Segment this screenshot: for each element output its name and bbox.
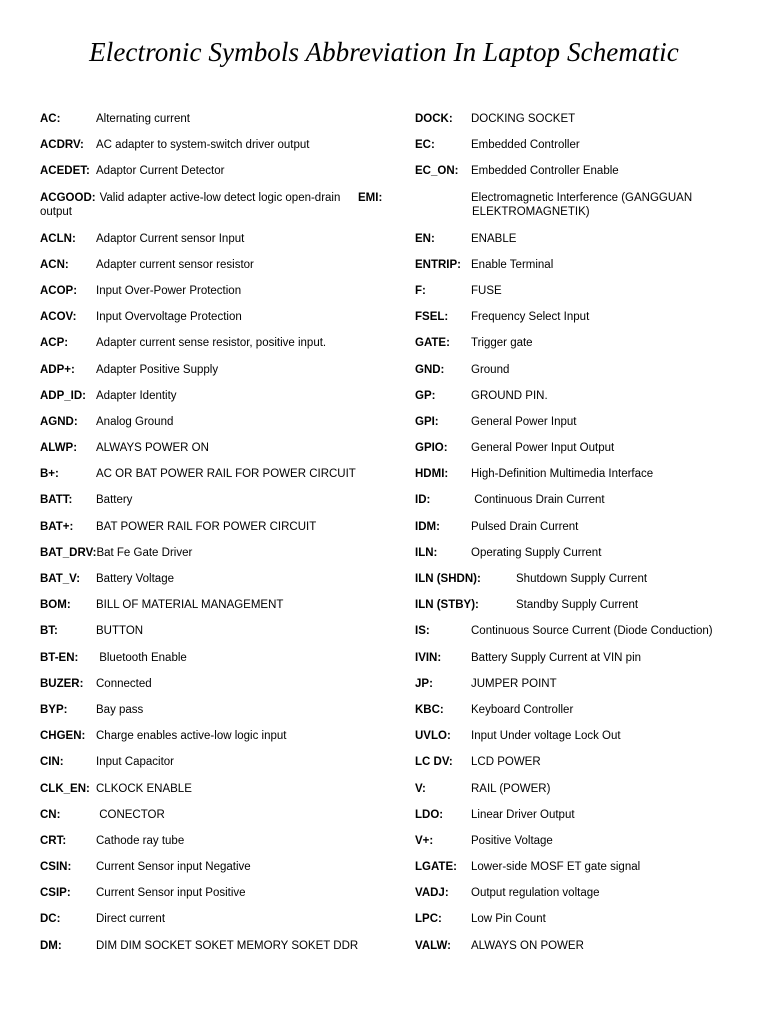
list-item	[415, 441, 720, 467]
list-item	[415, 598, 720, 624]
abbreviation: IVIN:	[415, 651, 442, 664]
abbreviation: BYP:	[40, 703, 68, 716]
abbreviation: ILN (SHDN):	[415, 573, 481, 585]
list-item	[415, 258, 720, 284]
definition: Output regulation voltage	[471, 887, 600, 900]
abbreviation: ID:	[415, 494, 431, 507]
abbreviation: BAT+:	[40, 520, 74, 533]
list-item	[40, 258, 370, 284]
abbreviation: ACP:	[40, 337, 69, 350]
definition: Continuous Source Current (Diode Conduction)	[471, 625, 713, 638]
definition: Continuous Drain Current	[471, 494, 605, 507]
abbreviation: ADP+:	[40, 363, 75, 376]
abbreviation: GND:	[415, 363, 445, 376]
abbreviation: ADP_ID:	[40, 389, 87, 402]
list-item	[40, 782, 370, 808]
definition: Shutdown Supply Current	[516, 573, 648, 585]
abbreviation: F:	[415, 284, 426, 297]
definition: Adapter current sensor resistor	[96, 258, 254, 271]
list-item	[415, 467, 720, 493]
abbreviation: KBC:	[415, 703, 444, 716]
list-item	[415, 546, 720, 572]
list-item	[415, 886, 720, 912]
list-item	[40, 232, 370, 258]
list-item	[415, 755, 720, 781]
definition: DOCKING SOCKET	[471, 113, 576, 125]
definition: ALWAYS ON POWER	[471, 939, 584, 952]
definition: Ground	[471, 363, 510, 376]
list-item	[40, 520, 370, 546]
definition: Operating Supply Current	[471, 546, 602, 559]
list-item	[415, 572, 720, 598]
abbreviation: CSIP:	[40, 887, 71, 900]
list-item	[40, 755, 370, 781]
list-item	[40, 703, 370, 729]
definition: AC OR BAT POWER RAIL FOR POWER CIRCUIT	[96, 468, 356, 481]
list-item	[415, 782, 720, 808]
list-item	[415, 651, 720, 677]
definition: Electromagnetic Interference (GANGGUAN ELEKTROMAGNETIK)	[471, 191, 693, 219]
list-item	[415, 164, 720, 190]
abbreviation: ALWP:	[40, 442, 78, 455]
definition: General Power Input	[471, 415, 577, 428]
definition: Adapter Positive Supply	[96, 363, 219, 376]
abbreviation: CHGEN:	[40, 730, 86, 743]
definition: Linear Driver Output	[471, 808, 575, 821]
list-item	[415, 232, 720, 258]
abbreviation: ENTRIP:	[415, 258, 461, 271]
abbreviation: IDM:	[415, 520, 440, 533]
abbreviation: DC:	[40, 913, 61, 926]
list-item	[40, 467, 370, 493]
abbreviation: ACGOOD:	[40, 191, 96, 204]
abbreviation: LC DV:	[415, 756, 453, 769]
definition: RAIL (POWER)	[471, 782, 551, 795]
list-item	[415, 912, 720, 938]
abbreviation: GATE:	[415, 337, 450, 350]
list-item	[415, 860, 720, 886]
abbreviation: EC_ON:	[415, 165, 459, 178]
definition: Bluetooth Enable	[96, 651, 187, 664]
abbreviation: EC:	[415, 139, 435, 152]
definition: Battery Voltage	[96, 573, 174, 585]
list-item	[415, 112, 720, 138]
list-item	[40, 912, 370, 938]
list-item	[40, 677, 370, 703]
list-item	[40, 546, 370, 572]
abbreviation: ACLN:	[40, 232, 76, 245]
abbreviation: ACDRV:	[40, 139, 84, 152]
definition: GROUND PIN.	[471, 389, 548, 402]
definition: Input Overvoltage Protection	[96, 311, 242, 324]
abbreviation: FSEL:	[415, 311, 449, 324]
list-item	[40, 493, 370, 519]
abbreviation: DM:	[40, 939, 62, 952]
abbreviation: HDMI:	[415, 468, 449, 481]
definition: Alternating current	[96, 113, 190, 125]
definition: BAT POWER RAIL FOR POWER CIRCUIT	[96, 520, 317, 533]
abbreviation: GPIO:	[415, 442, 448, 455]
list-item	[40, 834, 370, 860]
list-item	[40, 138, 370, 164]
list-item	[40, 164, 370, 190]
definition: LCD POWER	[471, 756, 541, 769]
abbreviation: ILN:	[415, 546, 438, 559]
definition: CONECTOR	[96, 808, 165, 821]
definition: Adapter current sense resistor, positive input.	[96, 337, 327, 350]
list-item	[40, 415, 370, 441]
definition: Charge enables active-low logic input	[96, 730, 287, 743]
list-item	[415, 520, 720, 546]
right-column	[358, 112, 720, 965]
abbreviation: VADJ:	[415, 887, 449, 900]
abbreviation: CLK_EN:	[40, 782, 90, 795]
abbreviation: BATT:	[40, 494, 73, 507]
definition: Direct current	[96, 913, 166, 926]
abbreviation: EMI:	[358, 191, 383, 204]
definition: Bat Fe Gate Driver	[96, 546, 193, 559]
definition: Low Pin Count	[471, 913, 546, 926]
definition: Analog Ground	[96, 415, 174, 428]
definition: Input Over-Power Protection	[96, 284, 242, 297]
definition: Adapter Identity	[96, 389, 177, 402]
definition: Input Capacitor	[96, 756, 174, 769]
list-item	[415, 336, 720, 362]
definition: Trigger gate	[471, 337, 533, 350]
left-column	[40, 112, 370, 965]
list-item	[40, 598, 370, 624]
list-item	[40, 572, 370, 598]
list-item	[40, 860, 370, 886]
list-item	[40, 886, 370, 912]
definition: Current Sensor input Negative	[96, 861, 251, 874]
list-item	[415, 363, 720, 389]
list-item	[415, 389, 720, 415]
list-item	[415, 677, 720, 703]
list-item	[40, 310, 370, 336]
list-item	[40, 363, 370, 389]
abbreviation: AC:	[40, 113, 61, 125]
list-item	[40, 651, 370, 677]
definition: ENABLE	[471, 232, 517, 245]
abbreviation: ILN (STBY):	[415, 599, 479, 612]
abbreviation: ACN:	[40, 258, 69, 271]
list-item	[40, 729, 370, 755]
abbreviation: LDO:	[415, 808, 444, 821]
abbreviation: CSIN:	[40, 861, 72, 874]
definition: CLKOCK ENABLE	[96, 782, 192, 795]
abbreviation: UVLO:	[415, 730, 451, 743]
definition: Input Under voltage Lock Out	[471, 730, 621, 743]
definition: BUTTON	[96, 625, 144, 638]
abbreviation: VALW:	[415, 939, 451, 952]
definition: BILL OF MATERIAL MANAGEMENT	[96, 599, 284, 612]
abbreviation: ACOV:	[40, 311, 77, 324]
abbreviation: GPI:	[415, 415, 439, 428]
abbreviation: CIN:	[40, 756, 64, 769]
definition: Adaptor Current sensor Input	[96, 232, 245, 245]
abbreviation: BOM:	[40, 599, 71, 612]
definition: ALWAYS POWER ON	[96, 442, 209, 455]
definition: General Power Input Output	[471, 442, 615, 455]
abbreviation: V+:	[415, 834, 434, 847]
abbreviation: B+:	[40, 468, 59, 481]
abbreviation: LGATE:	[415, 861, 457, 874]
list-item	[415, 415, 720, 441]
abbreviation: CRT:	[40, 834, 67, 847]
abbreviation: ACEDET:	[40, 165, 90, 178]
definition: Embedded Controller	[471, 139, 580, 152]
list-item	[415, 703, 720, 729]
definition: Battery	[96, 494, 133, 507]
abbreviation: BAT_V:	[40, 573, 81, 585]
definition: Bay pass	[96, 703, 144, 716]
abbreviation: CN:	[40, 808, 61, 821]
list-item	[415, 624, 720, 650]
definition: Connected	[96, 677, 152, 690]
abbreviation: DOCK:	[415, 113, 453, 125]
definition: High-Definition Multimedia Interface	[471, 468, 654, 481]
definition: Battery Supply Current at VIN pin	[471, 651, 642, 664]
definition: Keyboard Controller	[471, 703, 574, 716]
definition: Valid adapter active-low detect logic open-drain output	[40, 191, 341, 219]
abbreviation: BAT_DRV:	[40, 546, 97, 559]
list-item	[40, 284, 370, 310]
list-item	[415, 808, 720, 834]
abbreviation: GP:	[415, 389, 436, 402]
definition: DIM DIM SOCKET SOKET MEMORY SOKET DDR	[96, 939, 359, 952]
list-item	[358, 191, 720, 232]
abbreviation: ACOP:	[40, 284, 78, 297]
definition: FUSE	[471, 284, 502, 297]
list-item	[415, 834, 720, 860]
list-item	[415, 284, 720, 310]
definition: Current Sensor input Positive	[96, 887, 246, 900]
list-item	[40, 191, 370, 232]
list-item	[40, 112, 370, 138]
abbreviation: AGND:	[40, 415, 78, 428]
definition: Cathode ray tube	[96, 834, 185, 847]
list-item	[40, 939, 370, 965]
list-item	[415, 939, 720, 965]
abbreviation: LPC:	[415, 913, 442, 926]
definition: Frequency Select Input	[471, 311, 590, 324]
list-item	[40, 808, 370, 834]
list-item	[40, 624, 370, 650]
list-item	[415, 729, 720, 755]
definition: Lower-side MOSF ET gate signal	[471, 861, 641, 874]
list-item	[415, 310, 720, 336]
abbreviation: BUZER:	[40, 677, 84, 690]
definition: Positive Voltage	[471, 834, 553, 847]
definition: Adaptor Current Detector	[96, 165, 225, 178]
list-item	[415, 138, 720, 164]
definition: AC adapter to system-switch driver output	[96, 139, 310, 152]
definition: Embedded Controller Enable	[471, 165, 619, 178]
abbreviation: EN:	[415, 232, 435, 245]
page-title: Electronic Symbols Abbreviation In Laptop Schematic	[89, 37, 679, 67]
list-item	[40, 336, 370, 362]
definition: JUMPER POINT	[471, 677, 557, 690]
abbreviation: BT:	[40, 625, 58, 638]
definition: Pulsed Drain Current	[471, 520, 579, 533]
abbreviation: JP:	[415, 677, 433, 690]
abbreviation: V:	[415, 782, 426, 795]
list-item	[40, 389, 370, 415]
list-item	[40, 441, 370, 467]
definition: Standby Supply Current	[516, 599, 639, 612]
list-item	[415, 493, 720, 519]
definition: Enable Terminal	[471, 258, 554, 271]
abbreviation: IS:	[415, 625, 430, 638]
abbreviation: BT-EN:	[40, 651, 79, 664]
